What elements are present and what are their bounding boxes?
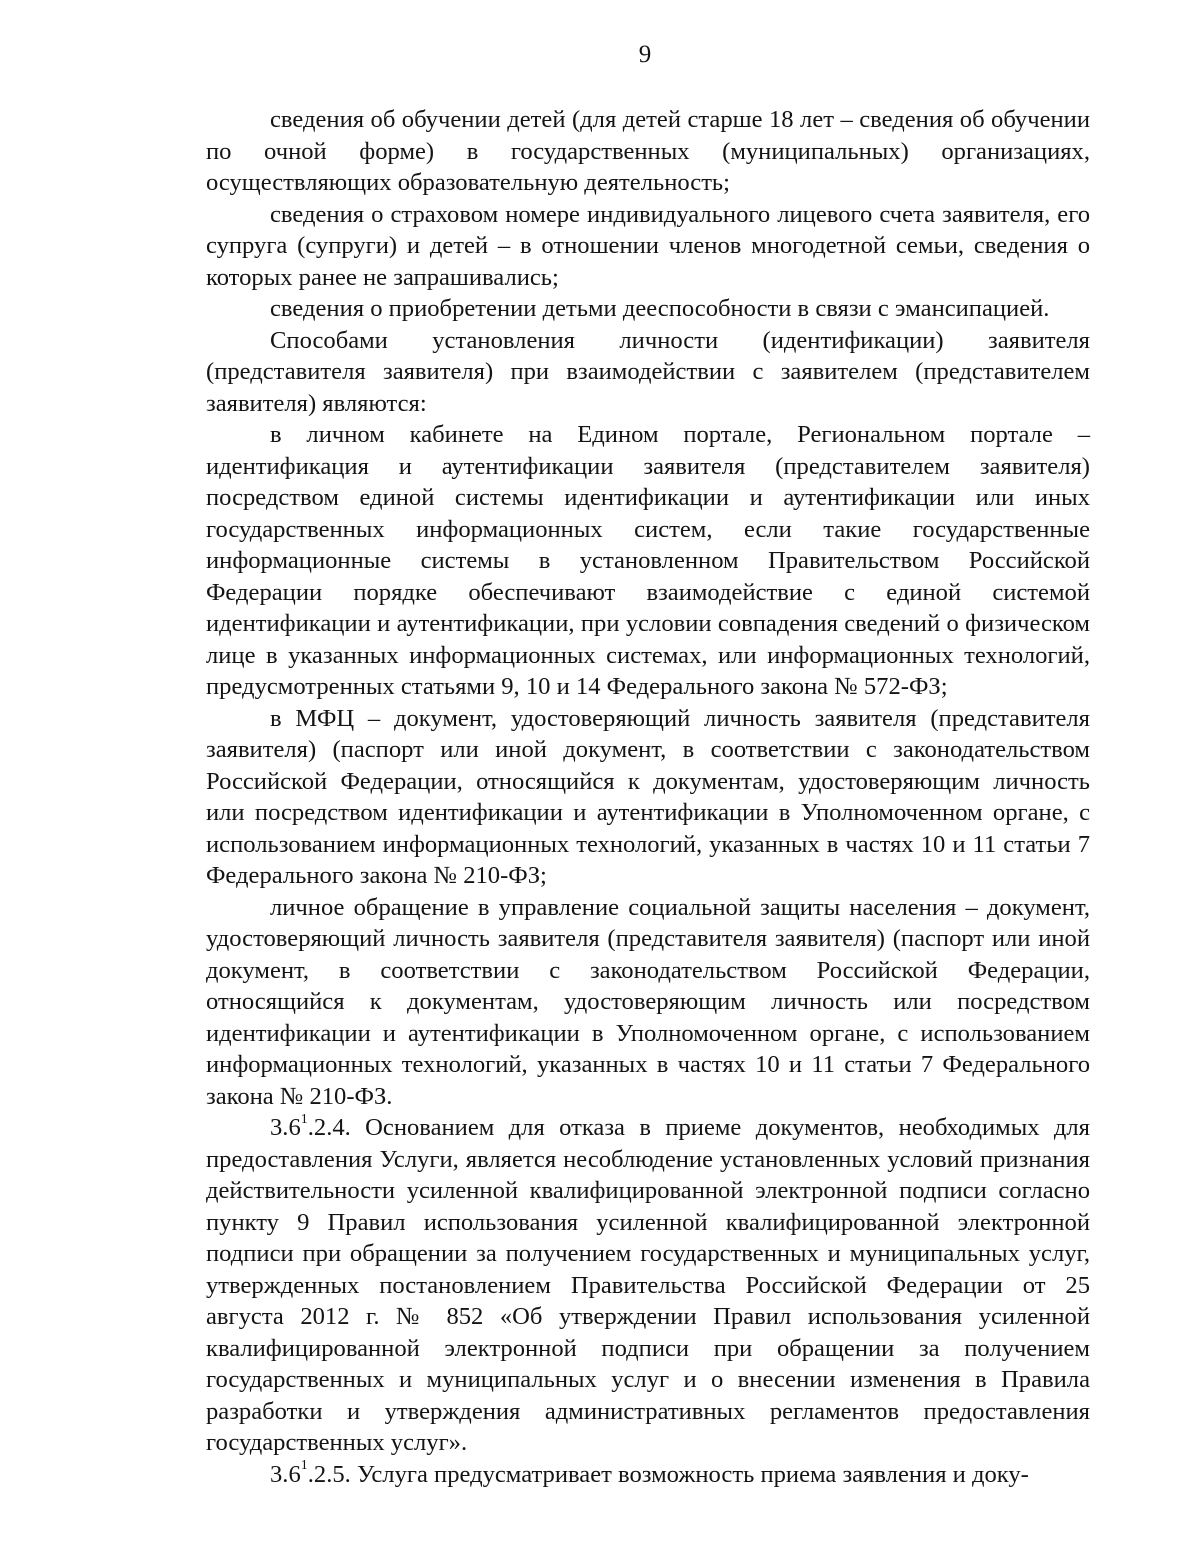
paragraph-personal-visit: личное обращение в управление социальной защиты населения – документ, удостоверяющий личность заявителя (представителя заявителя) (паспорт или иной документ, в соответствии с законодательством Российской Федерации, относящийся к документам, удостоверяющим личность или посредством идентификации и аутентификации в Уполномоченном органе, с использованием информационных технологий, указанных в частях 10 и 11 статьи 7 Федерального закона № 210-ФЗ. (206, 893, 1090, 1110)
clause-3-6-1-2-5 (206, 1459, 1090, 1491)
paragraph-emancipation: сведения о приобретении детьми дееспособности в связи с эмансипацией. (270, 295, 1050, 322)
clause-text: Услуга предусматривает возможность приема заявления и доку- (356, 1460, 1029, 1488)
clause-text: Основанием для отказа в приеме документов, необходимых для предоставления Услуги, является несоблюдение установленных условий признания действительности усиленной квалифицированной электронной подписи согласно пункту 9 Правил использования усиленной квалифицированной электронной подписи при обращении за получением государственных и муниципальных услуг, утвержденных постановлением Правительства Российской Федерации от 25 августа 2012 г. № 852 «Об утверждении Правил использования усиленной квалифицированной электронной подписи при обращении за получением государственных и муниципальных услуг и о внесении изменения в Правила разработки и утверждения административных регламентов предоставления государственных услуг». (206, 1114, 1090, 1456)
clause-number-prefix: 3.6 (270, 1460, 301, 1488)
document-body (206, 104, 1090, 1490)
paragraph-mfc: в МФЦ – документ, удостоверяющий личность заявителя (представителя заявителя) (паспорт или иной документ, в соответствии с законодательством Российской Федерации, относящийся к документам, удостоверяющим личность или посредством идентификации и аутентификации в Уполномоченном органе, с использованием информационных технологий, указанных в частях 10 и 11 статьи 7 Федерального закона № 210-ФЗ; (206, 704, 1090, 889)
paragraph-snils: сведения о страховом номере индивидуального лицевого счета заявителя, его супруга (супруги) и детей – в отношении членов многодетной семьи, сведения о которых ранее не запрашивались; (206, 200, 1090, 291)
clause-number-suffix: .2.4. (307, 1114, 366, 1141)
clause-number-superscript: 1 (300, 1111, 308, 1127)
clause-number-prefix: 3.6 (270, 1114, 301, 1141)
clause-number-superscript: 1 (300, 1458, 308, 1474)
page-number: 9 (638, 41, 652, 68)
paragraph-education: сведения об обучении детей (для детей старше 18 лет – сведения об обучении по очной форме) в государственных (муниципальных) организациях, осуществляющих образовательную деятельность; (206, 106, 1090, 196)
clause-number-suffix: .2.5. (307, 1460, 357, 1488)
paragraph-identification-methods: Способами установления личности (идентификации) заявителя (представителя заявителя) при взаимодействии с заявителем (представителем заявителя) являются: (206, 326, 1090, 417)
paragraph-personal-account: в личном кабинете на Едином портале, Региональном портале – идентификация и аутентификации заявителя (представителем заявителя) посредством единой системы идентификации и аутентификации или иных государственных информационных систем, если такие государственные информационные системы в установленном Правительством Российской Федерации порядке обеспечивают взаимодействие с единой системой идентификации и аутентификации, при условии совпадения сведений о физическом лице в указанных информационных системах, или информационных технологий, предусмотренных статьями 9, 10 и 14 Федерального закона № 572-ФЗ; (206, 421, 1090, 700)
clause-3-6-1-2-4 (206, 1112, 1090, 1459)
